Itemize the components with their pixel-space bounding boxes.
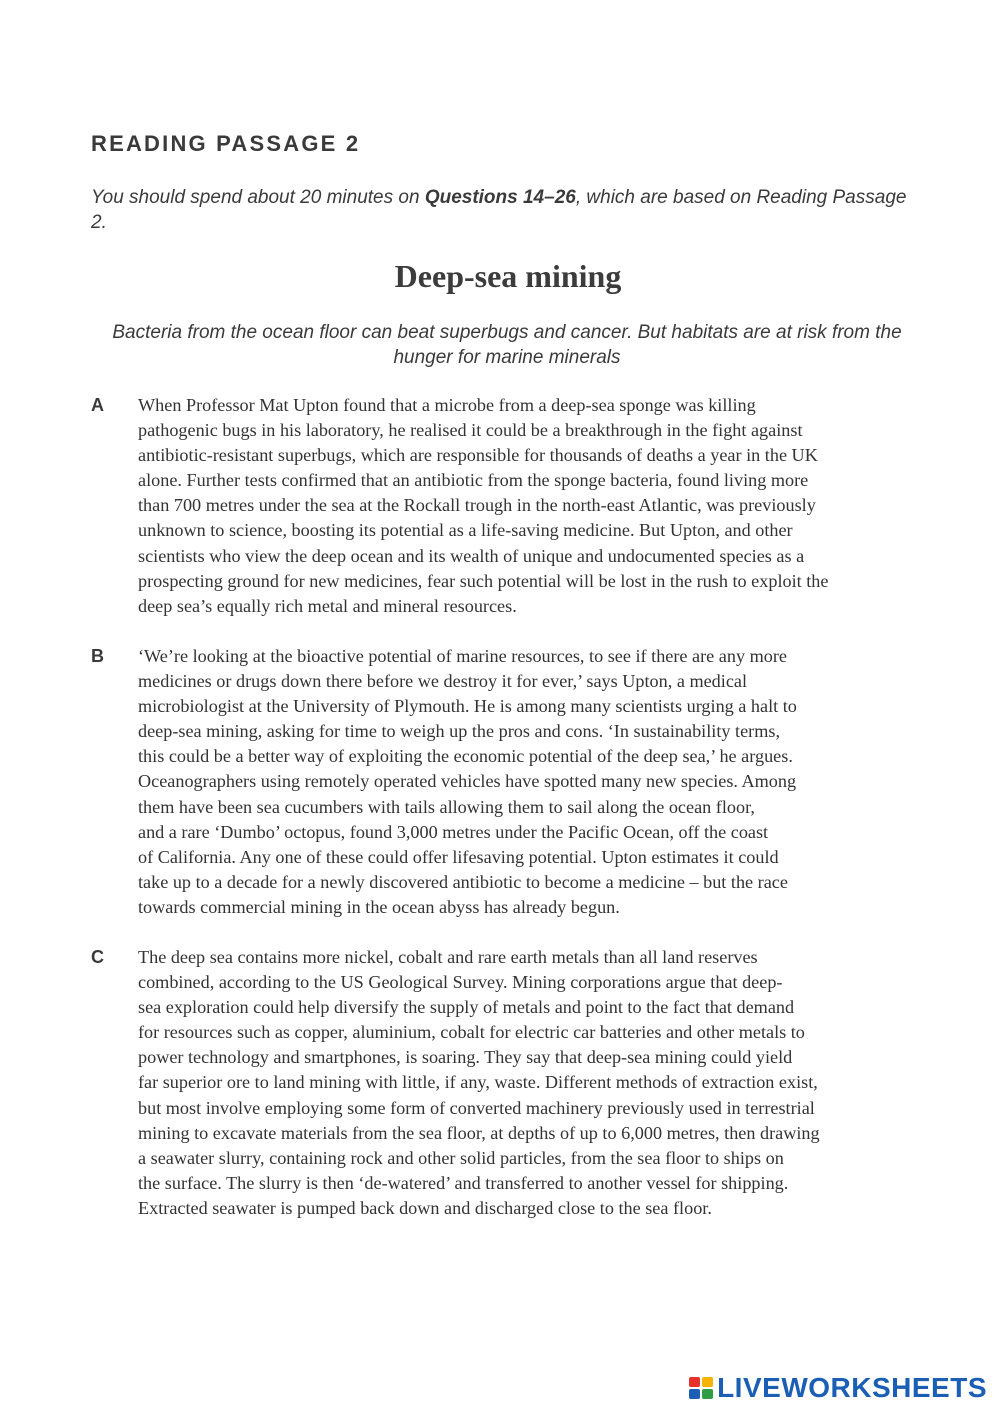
liveworksheets-logo-icon	[689, 1377, 713, 1399]
paragraph-line: this could be a better way of exploiting the economic potential of the deep sea,’ he argues.	[138, 746, 793, 767]
liveworksheets-logo-text: LIVEWORKSHEETS	[717, 1372, 987, 1403]
paragraph-a	[91, 393, 921, 619]
paragraph-letter: B	[91, 646, 104, 666]
paragraph-line: unknown to science, boosting its potential as a life-saving medicine. But Upton, and other	[138, 520, 793, 541]
paragraph-text	[138, 393, 922, 619]
logo-square-blue	[689, 1389, 700, 1399]
section-heading: READING PASSAGE 2	[91, 131, 361, 156]
paragraph-line: than 700 metres under the sea at the Rockall trough in the north-east Atlantic, was previously	[138, 495, 816, 516]
paragraph-line: microbiologist at the University of Plymouth. He is among many scientists urging a halt to	[138, 696, 797, 717]
paragraph-line: mining to excavate materials from the sea floor, at depths of up to 6,000 metres, then drawing	[138, 1122, 820, 1143]
instructions	[91, 185, 921, 235]
paragraph-line: Extracted seawater is pumped back down and discharged close to the sea floor.	[138, 1197, 712, 1218]
paragraph-line: deep-sea mining, asking for time to weigh up the pros and cons. ‘In sustainability terms,	[138, 721, 780, 742]
paragraph-line: Oceanographers using remotely operated vehicles have spotted many new species. Among	[138, 771, 797, 792]
paragraph-line: sea exploration could help diversify the supply of metals and point to the fact that demand	[138, 997, 795, 1018]
paragraph-line: them have been sea cucumbers with tails allowing them to sail along the ocean floor,	[138, 796, 755, 817]
paragraph-text	[138, 945, 922, 1221]
paragraph-line: medicines or drugs down there before we destroy it for ever,’ says Upton, a medical	[138, 671, 748, 692]
paragraph-line: The deep sea contains more nickel, cobalt and rare earth metals than all land reserves	[138, 947, 758, 967]
paragraph-line: power technology and smartphones, is soaring. They say that deep-sea mining could yield	[138, 1047, 793, 1068]
logo-square-red	[689, 1377, 700, 1387]
article-subtitle: Bacteria from the ocean floor can beat superbugs and cancer. But habitats are at risk from the hunger for marine minerals	[112, 322, 902, 368]
logo-square-green	[702, 1389, 713, 1399]
paragraph-c	[91, 945, 921, 1221]
paragraph-line: take up to a decade for a newly discovered antibiotic to become a medicine – but the race	[138, 871, 788, 892]
paragraph-line: towards commercial mining in the ocean abyss has already begun.	[138, 896, 620, 917]
paragraph-text	[138, 644, 922, 920]
paragraph-line: When Professor Mat Upton found that a microbe from a deep-sea sponge was killing	[138, 395, 756, 415]
paragraph-line: and a rare ‘Dumbo’ octopus, found 3,000 metres under the Pacific Ocean, off the coast	[138, 821, 769, 842]
paragraph-line: for resources such as copper, aluminium, cobalt for electric car batteries and other metals to	[138, 1022, 805, 1043]
paragraph-line: antibiotic-resistant superbugs, which are responsible for thousands of deaths a year in the UK	[138, 445, 818, 466]
paragraph-line: ‘We’re looking at the bioactive potential of marine resources, to see if there are any more	[138, 646, 787, 666]
article-title: Deep-sea mining	[394, 258, 622, 294]
instructions-text: You should spend about 20 minutes on	[91, 187, 425, 208]
paragraph-line: but most involve employing some form of converted machinery previously used in terrestrial	[138, 1097, 815, 1118]
paragraph-letter: C	[91, 947, 104, 967]
instructions-questions: Questions 14–26	[424, 187, 576, 208]
paragraph-line: a seawater slurry, containing rock and other solid particles, from the sea floor to ships on	[138, 1147, 784, 1168]
paragraph-letter: A	[91, 395, 104, 415]
paragraph-line: prospecting ground for new medicines, fear such potential will be lost in the rush to exploit the	[138, 570, 829, 591]
logo-square-yellow	[702, 1377, 713, 1387]
paragraph-line: combined, according to the US Geological Survey. Mining corporations argue that deep-	[138, 972, 783, 993]
paragraph-line: alone. Further tests confirmed that an antibiotic from the sponge bacteria, found living more	[138, 470, 809, 491]
paragraph-line: scientists who view the deep ocean and its wealth of unique and undocumented species as a	[138, 545, 805, 566]
liveworksheets-logo[interactable]	[689, 1372, 987, 1404]
paragraph-line: of California. Any one of these could offer lifesaving potential. Upton estimates it could	[138, 846, 779, 867]
paragraph-b	[91, 644, 921, 920]
paragraph-line: the surface. The slurry is then ‘de-watered’ and transferred to another vessel for shipping.	[138, 1172, 789, 1193]
instructions-text-end: , which are based on Reading Passage 2.	[91, 187, 907, 233]
paragraph-line: deep sea’s equally rich metal and mineral resources.	[138, 595, 517, 616]
paragraph-line: pathogenic bugs in his laboratory, he realised it could be a breakthrough in the fight against	[138, 420, 803, 441]
paragraph-line: far superior ore to land mining with little, if any, waste. Different methods of extraction exist,	[138, 1072, 818, 1093]
